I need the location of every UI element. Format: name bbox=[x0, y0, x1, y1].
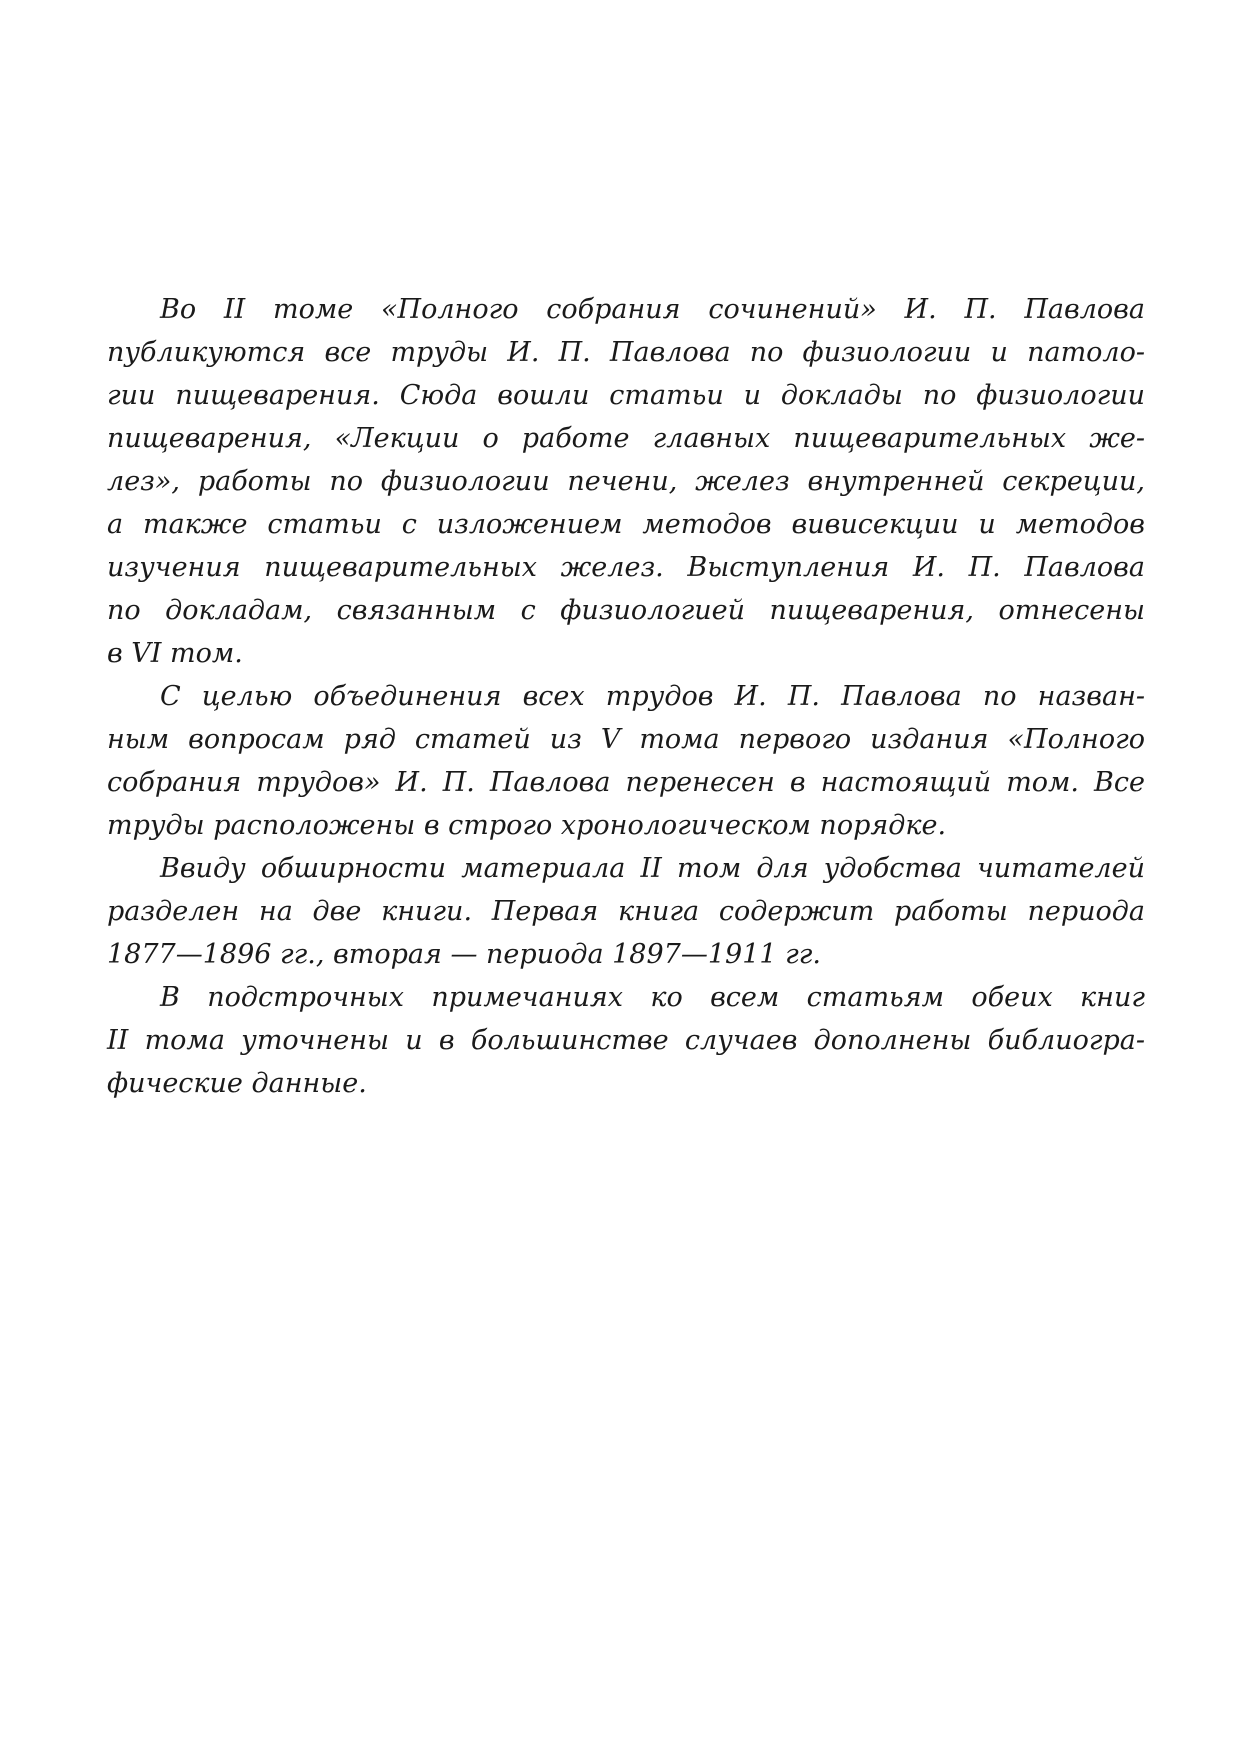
paragraph-4 bbox=[107, 976, 1145, 1105]
text-line: гии пищеварения. Сюда вошли статьи и доклады по физиологии bbox=[107, 380, 1145, 411]
text-line: лез», работы по физиологии печени, желез внутренней секреции, bbox=[107, 466, 1145, 497]
text-line: публикуются все труды И. П. Павлова по физиологии и патоло- bbox=[107, 337, 1145, 368]
text-line: труды расположены в строго хронологическом порядке. bbox=[107, 810, 947, 841]
text-line: Ввиду обширности материала II том для удобства читателей bbox=[160, 853, 1145, 884]
text-line: а также статьи с изложением методов вивисекции и методов bbox=[107, 509, 1145, 540]
text-line: Во II томе «Полного собрания сочинений» И. П. Павлова bbox=[160, 294, 1145, 325]
text-line: В подстрочных примечаниях ко всем статьям обеих книг bbox=[160, 982, 1145, 1013]
text-line: ным вопросам ряд статей из V тома первого издания «Полного bbox=[107, 724, 1145, 755]
paragraph-3 bbox=[107, 847, 1145, 976]
text-line: пищеварения, «Лекции о работе главных пищеварительных же- bbox=[107, 423, 1145, 454]
text-line: изучения пищеварительных желез. Выступления И. П. Павлова bbox=[107, 552, 1145, 583]
text-line: разделен на две книги. Первая книга содержит работы периода bbox=[107, 896, 1145, 927]
text-line: в VI том. bbox=[107, 638, 243, 669]
body-text bbox=[107, 288, 1145, 1105]
paragraph-1 bbox=[107, 288, 1145, 675]
text-line: фические данные. bbox=[107, 1068, 367, 1099]
text-line: С целью объединения всех трудов И. П. Павлова по назван- bbox=[160, 681, 1145, 712]
text-line: собрания трудов» И. П. Павлова перенесен в настоящий том. Все bbox=[107, 767, 1145, 798]
text-line: 1877—1896 гг., вторая — периода 1897—1911 гг. bbox=[107, 939, 822, 970]
text-line: II тома уточнены и в большинстве случаев дополнены библиогра- bbox=[107, 1025, 1145, 1056]
paragraph-2 bbox=[107, 675, 1145, 847]
text-line: по докладам, связанным с физиологией пищеварения, отнесены bbox=[107, 595, 1145, 626]
